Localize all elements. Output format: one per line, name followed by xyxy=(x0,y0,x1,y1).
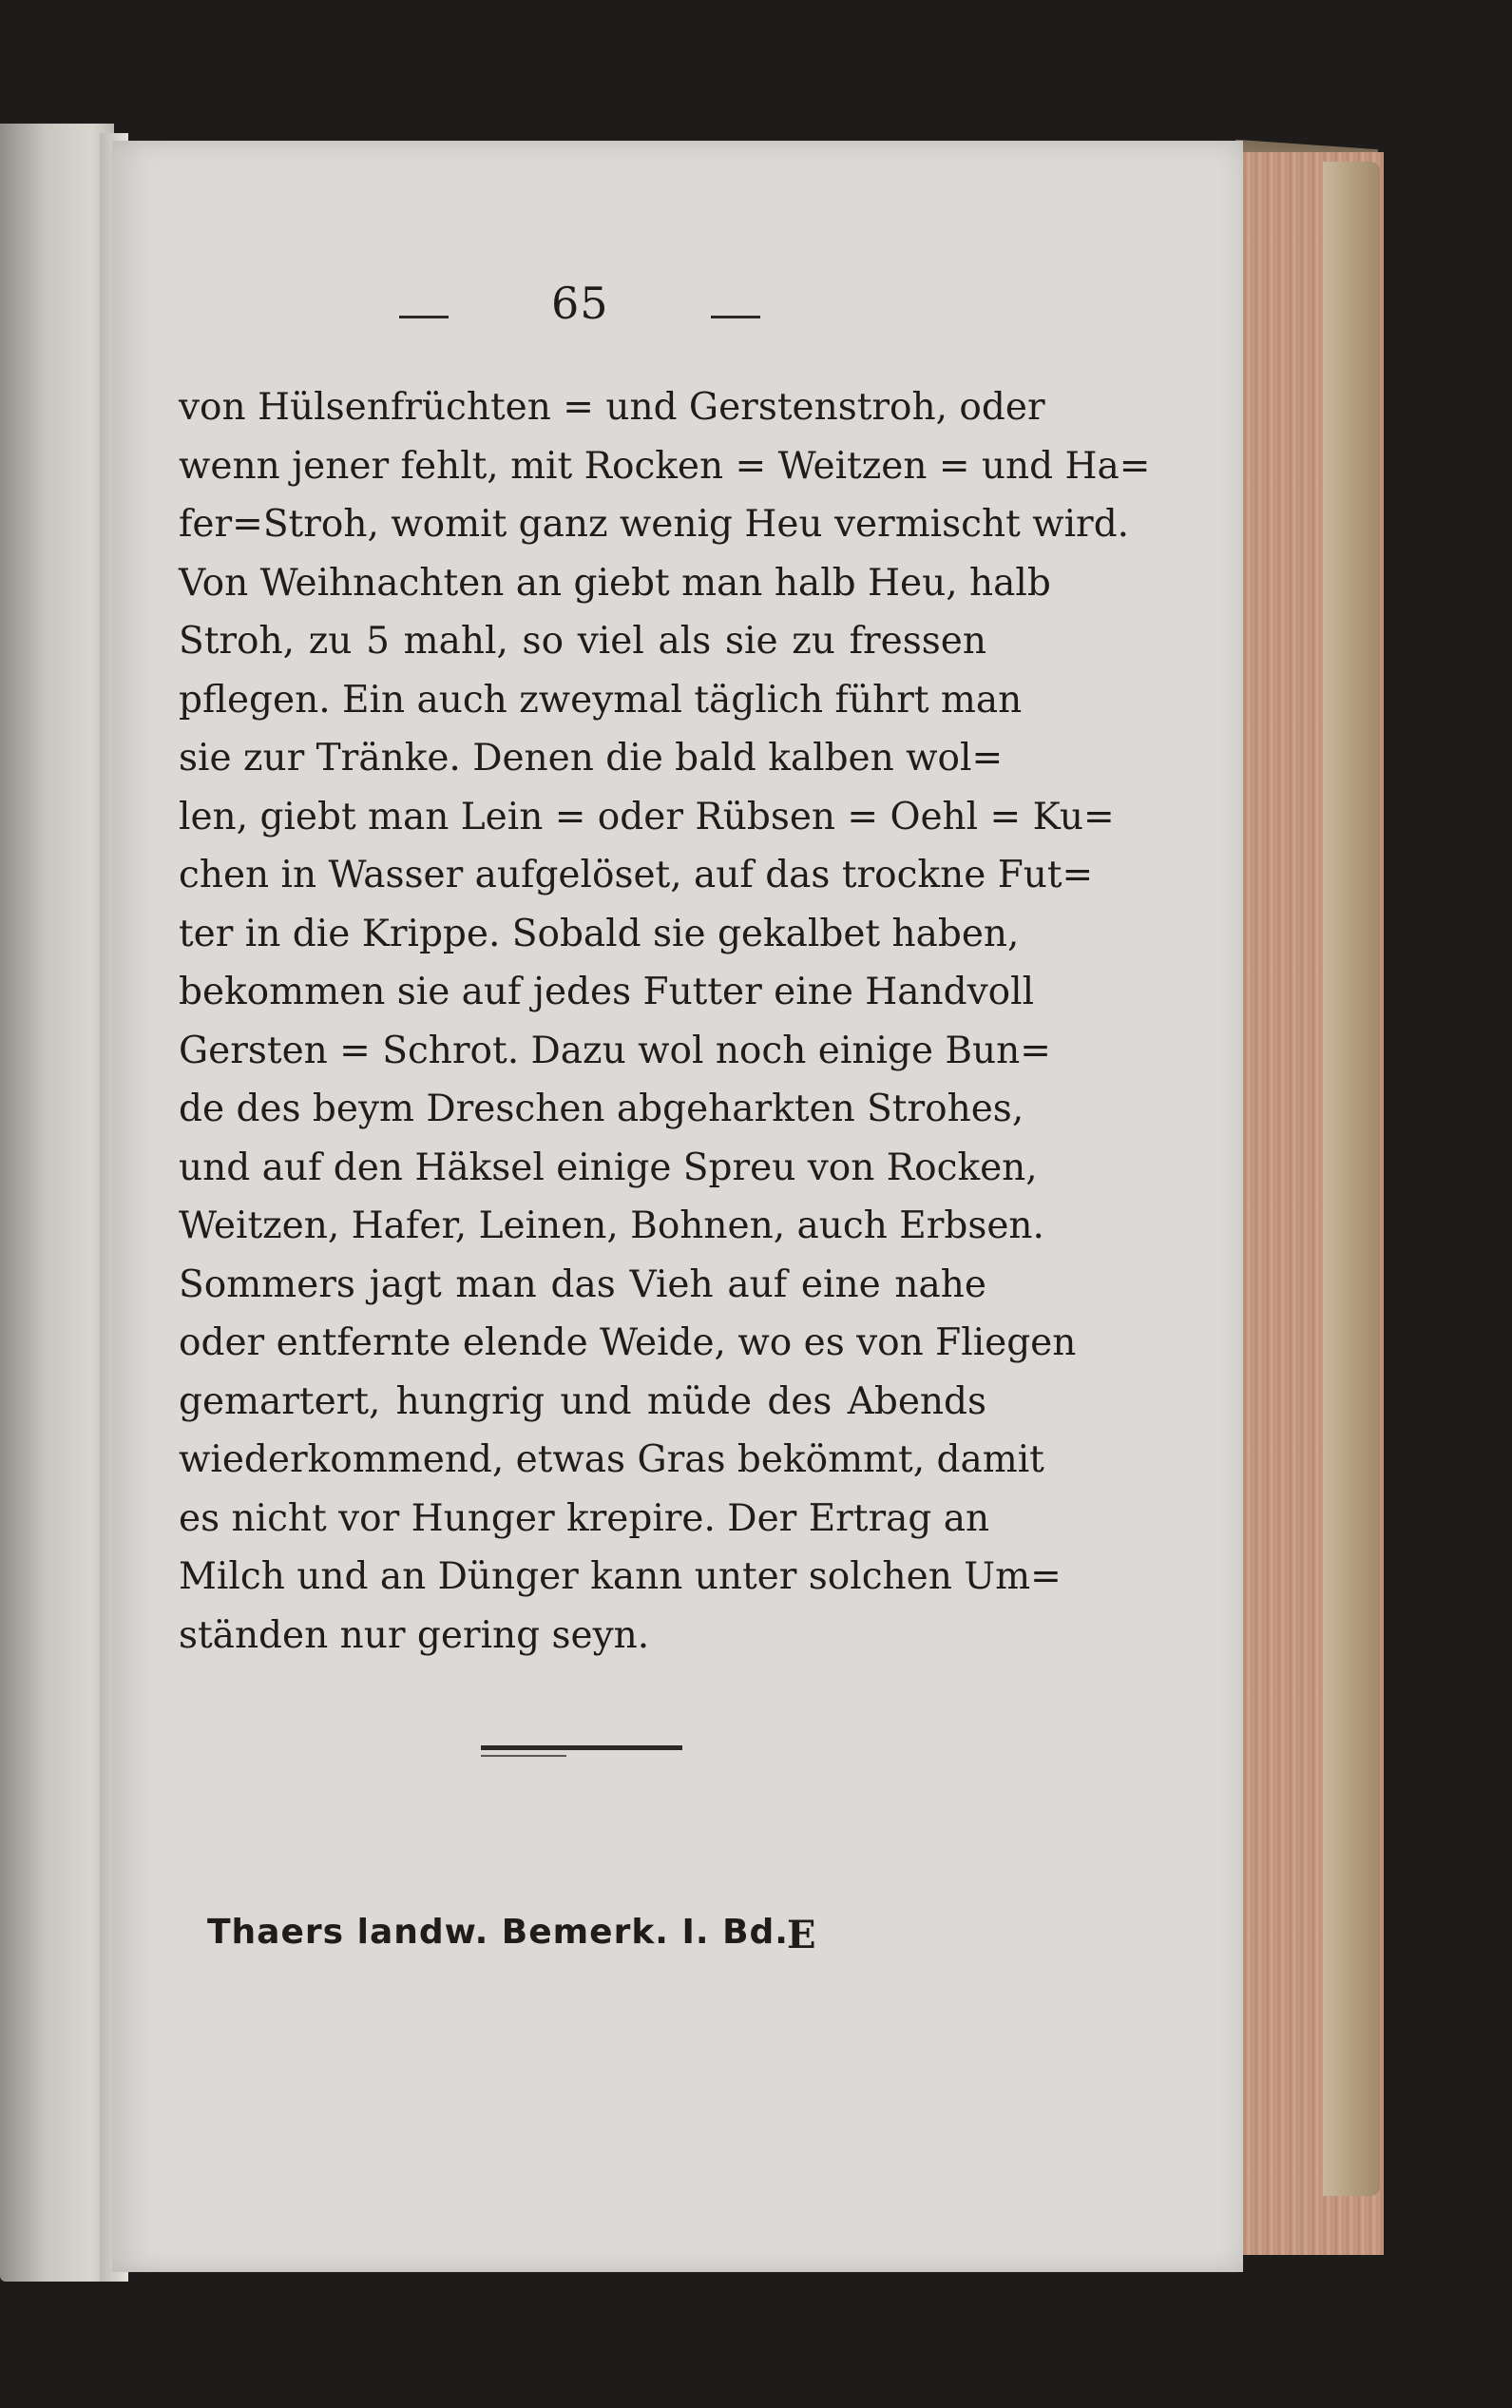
text-line: ter in die Krippe. Sobald sie gekalbet haben, xyxy=(179,912,1020,955)
text-line: und auf den Häksel einige Spreu von Rocken, xyxy=(179,1146,1038,1189)
text-line: es nicht vor Hunger krepire. Der Ertrag an xyxy=(179,1496,990,1540)
page-number: 65 xyxy=(551,278,609,329)
text-line: pflegen. Ein auch zweymal täglich führt man xyxy=(179,678,1023,722)
footer-signature: Thaers landw. Bemerk. I. Bd. xyxy=(207,1913,789,1952)
text-line: von Hülsenfrüchten = und Gerstenstroh, oder xyxy=(179,386,1045,429)
text-line: wiederkommend, etwas Gras bekömmt, damit xyxy=(179,1438,1044,1481)
text-line: de des beym Dreschen abgeharkten Strohes, xyxy=(179,1088,1024,1130)
text-line: gemartert, hungrig und müde des Abends xyxy=(179,1379,986,1423)
cover-board xyxy=(1323,162,1380,2196)
text-line: Weitzen, Hafer, Leinen, Bohnen, auch Erbsen. xyxy=(179,1204,1044,1247)
text-line: len, giebt man Lein = oder Rübsen = Oehl = Ku= xyxy=(179,795,1115,838)
text-line: wenn jener fehlt, mit Rocken = Weitzen = und Ha= xyxy=(179,444,1151,488)
page-header xyxy=(179,278,986,344)
text-line: Milch und an Dünger kann unter solchen Um= xyxy=(179,1555,1062,1598)
text-line: oder entfernte elende Weide, wo es von Fliegen xyxy=(179,1321,1077,1364)
text-line: Gersten = Schrot. Dazu wol noch einige Bun= xyxy=(179,1029,1051,1072)
text-line: chen in Wasser aufgelöset, auf das trockne Fut= xyxy=(179,854,1094,896)
header-dash-right xyxy=(711,316,760,318)
text-line: Stroh, zu 5 mahl, so viel als sie zu fressen xyxy=(179,620,986,663)
header-dash-left xyxy=(399,316,449,318)
text-line: sie zur Tränke. Denen die bald kalben wol= xyxy=(179,737,1004,780)
text-line: bekommen sie auf jedes Futter eine Handvoll xyxy=(179,971,1035,1013)
sheet-mark: E xyxy=(787,1913,816,1957)
page-footer xyxy=(207,1913,967,1970)
text-line: Sommers jagt man das Vieh auf eine nahe xyxy=(179,1262,986,1306)
text-line: Von Weihnachten an giebt man halb Heu, halb xyxy=(179,561,1051,605)
text-line: fer=Stroh, womit ganz wenig Heu vermischt wird. xyxy=(179,503,1130,546)
end-rule xyxy=(481,1745,682,1750)
body-text xyxy=(179,378,1151,1665)
text-line: ständen nur gering seyn. xyxy=(179,1613,650,1657)
end-rule-thin xyxy=(481,1755,566,1757)
left-page-edge xyxy=(0,124,114,2282)
